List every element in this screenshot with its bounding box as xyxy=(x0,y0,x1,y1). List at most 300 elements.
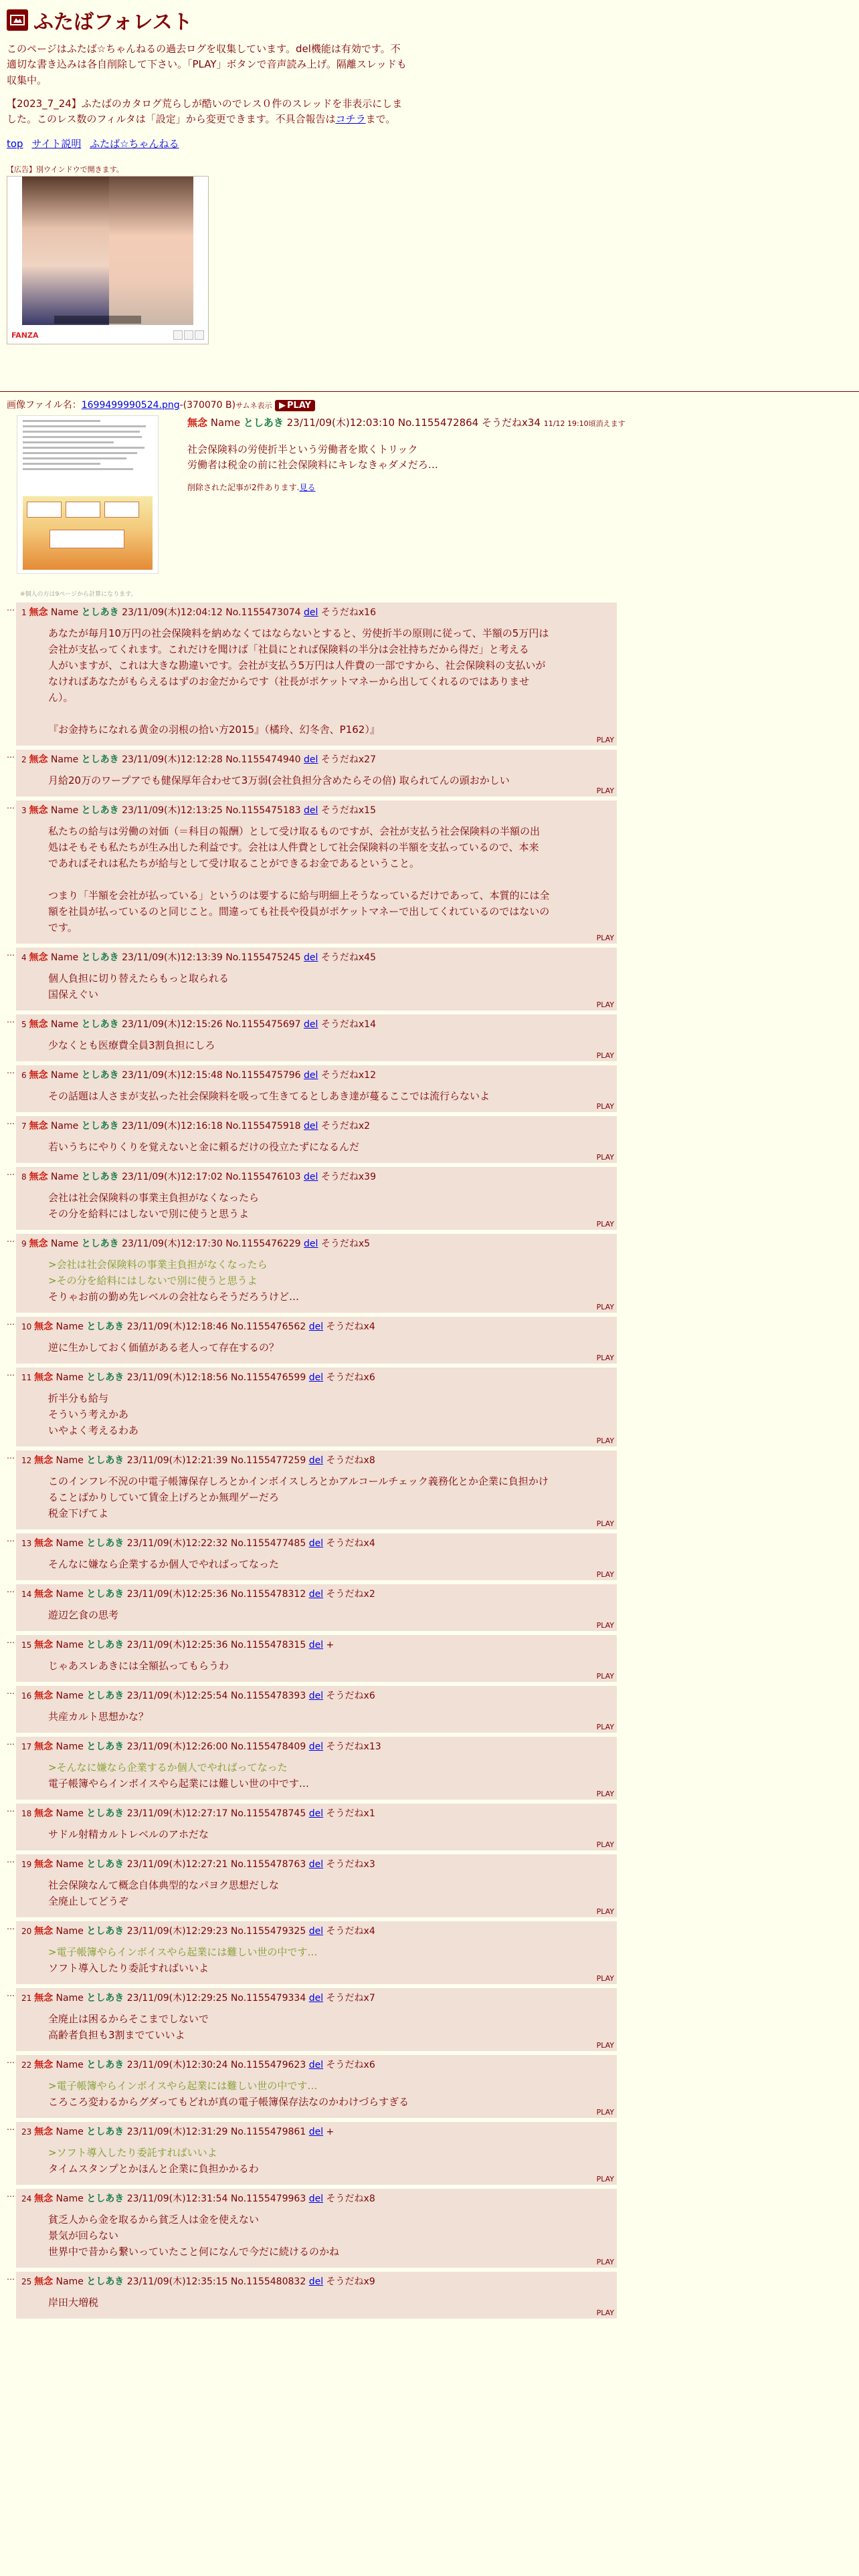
reply-post xyxy=(16,1234,617,1313)
reply-name: としあき xyxy=(81,1070,119,1081)
reply-name-prefix: Name xyxy=(50,952,79,963)
del-link[interactable]: del xyxy=(308,1372,324,1383)
ad-next-icon[interactable] xyxy=(195,330,204,340)
soudane-button[interactable]: そうだねx5 xyxy=(320,1239,371,1249)
reply-index: 25 xyxy=(21,2277,35,2286)
reply-name: としあき xyxy=(86,1859,124,1870)
reply-name-prefix: Name xyxy=(50,1239,79,1249)
reply-row xyxy=(7,1921,852,1984)
op-date: 23/11/09(木)12:03:10 xyxy=(286,417,395,429)
ad-info-icon[interactable] xyxy=(184,330,193,340)
reply-body-line: です。 xyxy=(48,922,78,934)
show-deleted-link[interactable]: 見る xyxy=(299,483,316,492)
reply-body-line: 若いうちにやりくりを覚えないと金に頼るだけの役立たずになるんだ xyxy=(48,1141,360,1153)
reply-subject: 無念 xyxy=(34,1993,54,2004)
reply-header xyxy=(21,1689,611,1702)
reply-header xyxy=(21,1237,611,1250)
reply-index: 16 xyxy=(21,1691,35,1701)
reply-post xyxy=(16,1368,617,1446)
op-body-line: 社会保険料の労使折半という労働者を欺くトリック xyxy=(187,443,418,455)
reply-marker: … xyxy=(7,1451,15,1461)
reply-subject: 無念 xyxy=(29,1172,48,1182)
reply-number: No.1155478312 xyxy=(230,1589,306,1600)
reply-header xyxy=(21,1739,611,1753)
ad-banner[interactable] xyxy=(7,176,209,344)
del-link[interactable]: del xyxy=(308,1538,324,1549)
reply-body-line: そりゃお前の勤め先レベルの会社ならそうだろうけど… xyxy=(48,1291,300,1303)
reply-quote-line: >その分を給料にはしないで別に使うと思うよ xyxy=(48,1275,258,1287)
reply-date: 23/11/09(木)12:18:56 xyxy=(126,1372,228,1383)
reply-date: 23/11/09(木)12:25:54 xyxy=(126,1691,228,1701)
reply-row xyxy=(7,1988,852,2051)
nav-about-link[interactable]: サイト説明 xyxy=(31,138,82,150)
reply-number: No.1155474940 xyxy=(225,754,301,765)
reply-play-button[interactable]: PLAY xyxy=(596,2108,614,2117)
reply-play-button[interactable]: PLAY xyxy=(596,1570,614,1579)
reply-subject: 無念 xyxy=(29,952,48,963)
reply-header xyxy=(21,1453,611,1467)
reply-play-button[interactable]: PLAY xyxy=(596,1303,614,1311)
reply-name: としあき xyxy=(86,1993,124,2004)
site-intro xyxy=(7,41,408,127)
reply-marker: … xyxy=(7,1117,15,1126)
reply-number: No.1155475796 xyxy=(225,1070,301,1081)
del-link[interactable]: del xyxy=(308,1640,324,1650)
soudane-button[interactable]: そうだねx7 xyxy=(326,1993,375,2004)
reply-body-line: 月給20万のワープアでも健保厚年合わせて3万弱(会社負担分含めたらその倍) 取られてんの頭おかしい xyxy=(48,774,510,786)
reply-number: No.1155476562 xyxy=(230,1321,306,1332)
reply-marker: … xyxy=(7,2272,15,2282)
reply-header xyxy=(21,752,611,766)
del-link[interactable]: del xyxy=(308,1808,324,1819)
soudane-button[interactable]: そうだねx45 xyxy=(320,952,376,963)
del-link[interactable]: del xyxy=(308,1321,324,1332)
reply-row xyxy=(7,1451,852,1529)
reply-date: 23/11/09(木)12:31:29 xyxy=(126,2127,228,2137)
reply-name: としあき xyxy=(86,1808,124,1819)
reply-post xyxy=(16,1533,617,1580)
reply-name: としあき xyxy=(86,1372,124,1383)
reply-subject: 無念 xyxy=(34,1741,54,1752)
reply-marker: … xyxy=(7,1585,15,1594)
reply-marker: … xyxy=(7,1534,15,1543)
reply-body-line: 全廃止は困るからそこまでしないで xyxy=(48,2013,209,2025)
reply-list xyxy=(7,603,852,2319)
soudane-button[interactable]: + xyxy=(326,1640,335,1650)
reply-name: としあき xyxy=(81,754,119,765)
reply-body-line: つまり「半額を会社が払っている」というのは要するに給与明細上そうなっているだけであって、本質的には全 xyxy=(48,889,550,901)
reply-marker: … xyxy=(7,750,15,760)
ad-label: 【広告】別ウインドウで開きます。 xyxy=(7,165,124,175)
reply-body xyxy=(48,1190,611,1222)
reply-body xyxy=(48,2145,611,2177)
reply-name: としあき xyxy=(86,1640,124,1650)
reply-marker: … xyxy=(7,1015,15,1025)
reply-row xyxy=(7,1686,852,1733)
reply-name-prefix: Name xyxy=(56,2276,84,2287)
reply-header xyxy=(21,2274,611,2288)
reply-play-button[interactable]: PLAY xyxy=(596,1672,614,1681)
reply-body-line: 逆に生かしておく価値がある老人って存在するの？ xyxy=(48,1341,280,1354)
reply-number: No.1155475697 xyxy=(225,1019,301,1030)
nav-links xyxy=(7,136,852,150)
reply-date: 23/11/09(木)12:17:02 xyxy=(122,1172,223,1182)
reply-body xyxy=(48,2212,611,2260)
reply-body-line: 電子帳簿やらインボイスやら起業には難しい世の中です… xyxy=(48,1778,309,1790)
soudane-button[interactable]: そうだねx6 xyxy=(326,1691,375,1701)
reply-body xyxy=(48,772,611,788)
reply-body xyxy=(48,1556,611,1572)
reply-body xyxy=(48,1257,611,1305)
reply-date: 23/11/09(木)12:27:17 xyxy=(126,1808,228,1819)
reply-row xyxy=(7,750,852,796)
reply-body-line: 個人負担に切り替えたらもっと取られる xyxy=(48,972,229,984)
reply-name: としあき xyxy=(81,1239,119,1249)
nav-top-link[interactable]: top xyxy=(7,138,23,150)
reply-play-button[interactable]: PLAY xyxy=(596,1220,614,1228)
soudane-button[interactable]: そうだねx4 xyxy=(326,1321,375,1332)
reply-index: 22 xyxy=(21,2060,35,2070)
reply-subject: 無念 xyxy=(34,1808,54,1819)
reply-marker: … xyxy=(7,603,15,613)
op-play-button[interactable]: ▶ PLAY xyxy=(275,400,315,411)
reply-play-button[interactable]: PLAY xyxy=(596,1102,614,1111)
reply-quote-line: >電子帳簿やらインボイスやら起業には難しい世の中です… xyxy=(48,2080,318,2092)
reply-body-line: サドル射精カルトレベルのアホだな xyxy=(48,1828,209,1840)
soudane-button[interactable]: そうだねx27 xyxy=(320,754,376,765)
soudane-button[interactable]: + xyxy=(326,2127,335,2137)
reply-name: としあき xyxy=(86,1538,124,1549)
reply-name: としあき xyxy=(81,805,119,816)
reply-index: 23 xyxy=(21,2127,35,2137)
reply-header xyxy=(21,1319,611,1333)
reply-date: 23/11/09(木)12:18:46 xyxy=(126,1321,228,1332)
op-soudane[interactable]: そうだねx34 xyxy=(482,417,541,429)
soudane-button[interactable]: そうだねx1 xyxy=(326,1808,375,1819)
reply-body xyxy=(48,625,611,738)
reply-marker: … xyxy=(7,1235,15,1244)
reply-body-line: 処はそもそも私たちが生み出した利益です。会社は人件費として社会保険料の半額を支払っているので、本来 xyxy=(48,841,539,853)
reply-body xyxy=(48,1759,611,1792)
reply-post xyxy=(16,1116,617,1163)
soudane-button[interactable]: そうだねx6 xyxy=(326,2060,375,2070)
soudane-button[interactable]: そうだねx15 xyxy=(320,805,376,816)
reply-body-line: タイムスタンプとかほんと企業に負担かかるわ xyxy=(48,2163,259,2175)
del-link[interactable]: del xyxy=(308,1589,324,1600)
reply-subject: 無念 xyxy=(34,1589,54,1600)
reply-play-button[interactable]: PLAY xyxy=(596,2041,614,2050)
reply-index: 5 xyxy=(21,1020,29,1029)
reply-number: No.1155477259 xyxy=(230,1455,306,1466)
op-number: No.1155472864 xyxy=(397,417,479,429)
reply-marker: … xyxy=(7,1066,15,1075)
del-link[interactable]: del xyxy=(304,952,318,963)
reply-play-button[interactable]: PLAY xyxy=(596,1621,614,1630)
del-link[interactable]: del xyxy=(308,1859,324,1870)
reply-index: 24 xyxy=(21,2194,35,2204)
reply-subject: 無念 xyxy=(34,1926,54,1937)
reply-name-prefix: Name xyxy=(56,1993,84,2004)
reply-index: 10 xyxy=(21,1322,35,1331)
reply-body-line: 『お金持ちになれる黄金の羽根の拾い方2015』（橘玲、幻冬舎、P162）』 xyxy=(48,724,380,736)
reply-row xyxy=(7,1368,852,1446)
reply-subject: 無念 xyxy=(34,1321,54,1332)
reply-play-button[interactable]: PLAY xyxy=(596,1000,614,1009)
reply-body-line: 会社が支払ってくれます。これだけを聞けば「社員にとれば保険料の半分は会社持ちだから得だ」と考える xyxy=(48,643,529,655)
reply-row xyxy=(7,1234,852,1313)
reply-body-line: あなたが毎月10万円の社会保険料を納めなくてはならないとすると、労使折半の原則に従って、半額の5万円は xyxy=(48,627,549,639)
reply-name: としあき xyxy=(86,1455,124,1466)
reply-post xyxy=(16,1804,617,1850)
reply-name: としあき xyxy=(81,1172,119,1182)
ad-brand-logo: FANZA xyxy=(11,331,39,340)
soudane-button[interactable]: そうだねx4 xyxy=(326,1926,375,1937)
nav-futaba-link[interactable]: ふたば☆ちゃんねる xyxy=(90,138,179,150)
reply-body-line: 会社は社会保険料の事業主負担がなくなったら xyxy=(48,1192,260,1204)
reply-name-prefix: Name xyxy=(56,1589,84,1600)
reply-play-button[interactable]: PLAY xyxy=(596,934,614,942)
del-link[interactable]: del xyxy=(308,1926,324,1937)
reply-subject: 無念 xyxy=(34,1372,54,1383)
reply-body-line: ることばかりしていて賃金上げろとか無理ゲーだろ xyxy=(48,1491,280,1503)
reply-play-button[interactable]: PLAY xyxy=(596,736,614,744)
reply-play-button[interactable]: PLAY xyxy=(596,1519,614,1528)
reply-header xyxy=(21,803,611,817)
reply-number: No.1155479334 xyxy=(230,1993,306,2004)
reply-header xyxy=(21,1119,611,1132)
reply-post xyxy=(16,1921,617,1984)
soudane-button[interactable]: そうだねx8 xyxy=(326,2193,375,2204)
reply-body-line: 全廃止してどうぞ xyxy=(48,1895,129,1907)
reply-body-line: 国保えぐい xyxy=(48,988,99,1000)
reply-row xyxy=(7,1804,852,1850)
reply-header xyxy=(21,1806,611,1820)
soudane-button[interactable]: そうだねx9 xyxy=(326,2276,375,2287)
reply-body-line: 私たちの給与は労働の対価（＝科目の報酬）として受け取るものですが、会社が支払う社会保険料の半額の出 xyxy=(48,825,541,837)
reply-name-prefix: Name xyxy=(56,1691,84,1701)
reply-play-button[interactable]: PLAY xyxy=(596,786,614,795)
soudane-button[interactable]: そうだねx14 xyxy=(320,1019,376,1030)
reply-play-button[interactable]: PLAY xyxy=(596,1907,614,1916)
reply-quote-line: >そんなに嫌なら企業するか個人でやればってなった xyxy=(48,1761,288,1774)
ad-photo-left xyxy=(22,177,109,325)
reply-name-prefix: Name xyxy=(56,2060,84,2070)
del-link[interactable]: del xyxy=(308,1455,324,1466)
soudane-button[interactable]: そうだねx2 xyxy=(320,1121,371,1132)
reply-quote-line: >会社は社会保険料の事業主負担がなくなったら xyxy=(48,1259,268,1271)
reply-number: No.1155479325 xyxy=(230,1926,306,1937)
reply-body-line: 税金下げてよ xyxy=(48,1507,109,1519)
reply-name-prefix: Name xyxy=(50,1121,79,1132)
ad-photo-right xyxy=(109,177,193,325)
reply-name: としあき xyxy=(86,1741,124,1752)
reply-date: 23/11/09(木)12:25:36 xyxy=(126,1640,228,1650)
reply-header xyxy=(21,1370,611,1384)
reply-name-prefix: Name xyxy=(50,754,79,765)
reply-number: No.1155478409 xyxy=(230,1741,306,1752)
reply-body-line: ころころ変わるからグダってもどれが真の電子帳簿保存法なのかわけづらすぎる xyxy=(48,2096,409,2108)
reply-name-prefix: Name xyxy=(56,1321,84,1332)
soudane-button[interactable]: そうだねx12 xyxy=(320,1070,376,1081)
del-link[interactable]: del xyxy=(308,1741,324,1752)
reply-play-button[interactable]: PLAY xyxy=(596,1723,614,1731)
reply-name-prefix: Name xyxy=(50,1070,79,1081)
reply-number: No.1155477485 xyxy=(230,1538,306,1549)
reply-post xyxy=(16,1686,617,1733)
reply-number: No.1155475918 xyxy=(225,1121,301,1132)
reply-post xyxy=(16,1167,617,1230)
del-link[interactable]: del xyxy=(304,607,318,618)
ad-prev-icon[interactable] xyxy=(173,330,183,340)
reply-marker: … xyxy=(7,1687,15,1696)
reply-body-line: 人がいますが、これは大きな勘違いです。会社が支払う5万円は人件費の一部ですから、社会保険料の支払いが xyxy=(48,659,546,671)
op-post xyxy=(7,415,852,603)
del-link[interactable]: del xyxy=(304,1172,318,1182)
reply-marker: … xyxy=(7,1804,15,1814)
soudane-button[interactable]: そうだねx4 xyxy=(326,1538,375,1549)
reply-number: No.1155475245 xyxy=(225,952,301,963)
futaba-logo-icon xyxy=(7,9,28,31)
divider xyxy=(0,391,859,392)
reply-header xyxy=(21,1638,611,1651)
reply-header xyxy=(21,950,611,964)
reply-subject: 無念 xyxy=(34,1859,54,1870)
reply-date: 23/11/09(木)12:21:39 xyxy=(126,1455,228,1466)
reply-play-button[interactable]: PLAY xyxy=(596,1974,614,1983)
reply-date: 23/11/09(木)12:15:26 xyxy=(122,1019,223,1030)
reply-play-button[interactable]: PLAY xyxy=(596,1436,614,1445)
del-link[interactable]: del xyxy=(304,754,318,765)
reply-index: 8 xyxy=(21,1172,29,1182)
reply-date: 23/11/09(木)12:15:48 xyxy=(122,1070,223,1081)
op-thumbnail[interactable] xyxy=(17,415,159,574)
reply-date: 23/11/09(木)12:30:24 xyxy=(126,2060,228,2070)
soudane-button[interactable]: そうだねx13 xyxy=(326,1741,381,1752)
reply-subject: 無念 xyxy=(29,805,48,816)
del-link[interactable]: del xyxy=(304,1070,318,1081)
reply-body-line: ん）。 xyxy=(48,691,74,704)
soudane-button[interactable]: そうだねx16 xyxy=(320,607,376,618)
del-link[interactable]: del xyxy=(308,1691,324,1701)
reply-subject: 無念 xyxy=(29,1070,48,1081)
reply-play-button[interactable]: PLAY xyxy=(596,2258,614,2266)
thumb-toggle[interactable]: サムネ表示 xyxy=(235,401,272,410)
site-title xyxy=(7,5,852,35)
reply-date: 23/11/09(木)12:04:12 xyxy=(122,607,223,618)
reply-subject: 無念 xyxy=(34,1640,54,1650)
reply-date: 23/11/09(木)12:29:25 xyxy=(126,1993,228,2004)
site-title-text: ふたばフォレスト xyxy=(33,11,193,34)
reply-row xyxy=(7,2189,852,2268)
reply-marker: … xyxy=(7,948,15,958)
reply-post xyxy=(16,1737,617,1800)
reply-index: 9 xyxy=(21,1239,29,1249)
reply-header xyxy=(21,1587,611,1600)
reply-play-button[interactable]: PLAY xyxy=(596,1790,614,1798)
op-header: 無念 Name としあき 23/11/09(木)12:03:10 No.1155472864 そうだねx34 11/12 19:10頃消えます xyxy=(187,417,626,429)
soudane-button[interactable]: そうだねx6 xyxy=(326,1372,375,1383)
bug-report-link[interactable]: コチラ xyxy=(335,113,366,125)
reply-body xyxy=(48,1944,611,1976)
reply-body-line: ソフト導入したり委託すればいいよ xyxy=(48,1962,209,1974)
reply-post xyxy=(16,2189,617,2268)
reply-name-prefix: Name xyxy=(50,1019,79,1030)
reply-play-button[interactable]: PLAY xyxy=(596,1051,614,1060)
reply-post xyxy=(16,1635,617,1682)
reply-name-prefix: Name xyxy=(56,2127,84,2137)
reply-play-button[interactable]: PLAY xyxy=(596,1354,614,1362)
reply-body-line: その話題は人さまが支払った社会保険料を吸って生きてるとしあき達が蔓るここでは流行らないよ xyxy=(48,1090,490,1102)
reply-body-line: そんなに嫌なら企業するか個人でやればってなった xyxy=(48,1558,280,1570)
reply-index: 12 xyxy=(21,1456,35,1465)
soudane-button[interactable]: そうだねx2 xyxy=(326,1589,375,1600)
reply-index: 18 xyxy=(21,1809,35,1818)
op-name: としあき xyxy=(243,417,284,429)
reply-name-prefix: Name xyxy=(56,1372,84,1383)
reply-subject: 無念 xyxy=(34,2060,54,2070)
reply-play-button[interactable]: PLAY xyxy=(596,2175,614,2183)
reply-name: としあき xyxy=(86,1691,124,1701)
soudane-button[interactable]: そうだねx3 xyxy=(326,1859,375,1870)
del-link[interactable]: del xyxy=(304,805,318,816)
reply-subject: 無念 xyxy=(29,1239,48,1249)
reply-body-line: 世界中で昔から繋いっていたこと何になんで今だに続けるのかね xyxy=(48,2246,340,2258)
del-link[interactable]: del xyxy=(308,2193,324,2204)
reply-header xyxy=(21,1068,611,1081)
reply-number: No.1155478393 xyxy=(230,1691,306,1701)
reply-play-button[interactable]: PLAY xyxy=(596,1153,614,1162)
deleted-note: 削除された記事が2件あります.見る xyxy=(187,483,316,492)
del-link[interactable]: del xyxy=(304,1239,318,1249)
del-link[interactable]: del xyxy=(304,1019,318,1030)
del-link[interactable]: del xyxy=(304,1121,318,1132)
del-link[interactable]: del xyxy=(308,2127,324,2137)
reply-body xyxy=(48,1339,611,1356)
reply-index: 6 xyxy=(21,1071,29,1080)
intro-paragraph-1: このページはふたば☆ちゃんねるの過去ログを収集しています。del機能は有効です。不適切な書き込みは各自削除して下さい。「PLAY」ボタンで音声読み上げ。隔離スレッドも収集中。 xyxy=(7,43,407,86)
reply-name-prefix: Name xyxy=(56,2193,84,2204)
reply-marker: … xyxy=(7,1737,15,1747)
del-link[interactable]: del xyxy=(308,2276,324,2287)
reply-post xyxy=(16,1014,617,1061)
reply-name: としあき xyxy=(86,1926,124,1937)
soudane-button[interactable]: そうだねx8 xyxy=(326,1455,375,1466)
reply-post xyxy=(16,1451,617,1529)
reply-play-button[interactable]: PLAY xyxy=(596,1840,614,1849)
reply-date: 23/11/09(木)12:27:21 xyxy=(126,1859,228,1870)
reply-subject: 無念 xyxy=(34,2276,54,2287)
reply-row xyxy=(7,1317,852,1364)
reply-number: No.1155478315 xyxy=(230,1640,306,1650)
reply-row xyxy=(7,1584,852,1631)
reply-number: No.1155479861 xyxy=(230,2127,306,2137)
reply-row xyxy=(7,1167,852,1230)
del-link[interactable]: del xyxy=(308,2060,324,2070)
reply-body-line: 額を社員が払っているのと同じこと。間違っても社長や役員がポケットマネーで出してくれているのではないの xyxy=(48,905,550,918)
reply-index: 11 xyxy=(21,1373,35,1382)
reply-post xyxy=(16,2272,617,2319)
soudane-button[interactable]: そうだねx39 xyxy=(320,1172,376,1182)
reply-marker: … xyxy=(7,2123,15,2132)
reply-date: 23/11/09(木)12:12:28 xyxy=(122,754,223,765)
del-link[interactable]: del xyxy=(308,1993,324,2004)
reply-index: 13 xyxy=(21,1539,35,1548)
reply-play-button[interactable]: PLAY xyxy=(596,2309,614,2317)
reply-body-line: 共産カルト思想かな？ xyxy=(48,1711,149,1723)
image-file-link[interactable]: 1699499990524.png xyxy=(81,400,180,411)
reply-header xyxy=(21,1017,611,1031)
reply-post xyxy=(16,800,617,944)
